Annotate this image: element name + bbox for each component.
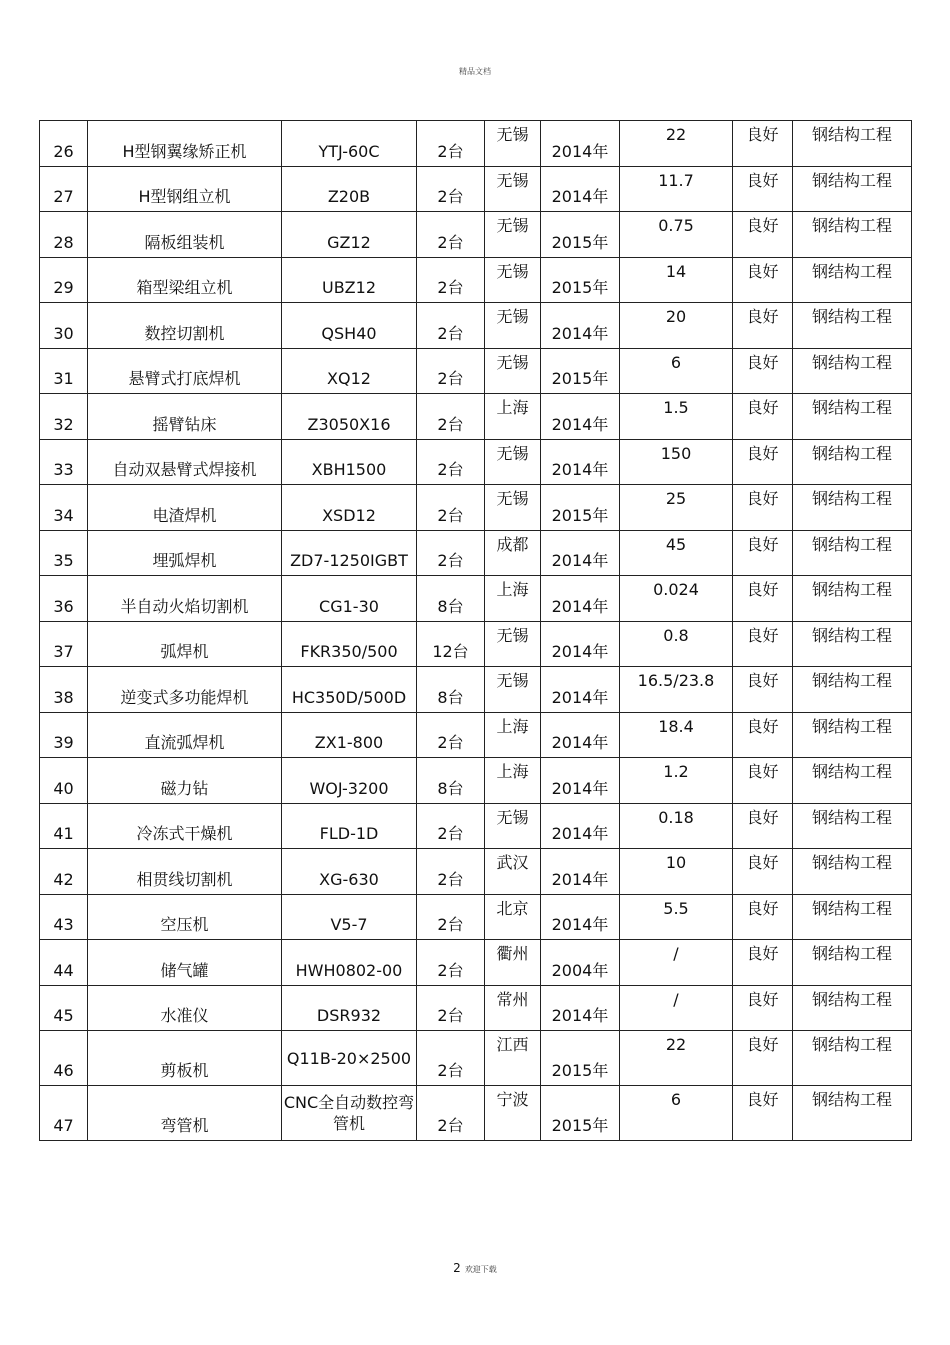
usage-field: 钢结构工程 — [793, 166, 912, 212]
manufacture-year: 2014年 — [541, 712, 620, 758]
manufacture-year: 2014年 — [541, 894, 620, 940]
usage-field: 钢结构工程 — [793, 303, 912, 349]
equipment-quantity: 12台 — [417, 621, 485, 667]
equipment-quantity: 2台 — [417, 1031, 485, 1086]
row-number: 42 — [40, 849, 88, 895]
manufacture-year: 2014年 — [541, 621, 620, 667]
table-row — [40, 940, 912, 986]
usage-field: 钢结构工程 — [793, 1086, 912, 1141]
equipment-name: 电渣焊机 — [88, 485, 282, 531]
page-number: 2 — [453, 1261, 461, 1275]
rated-power: 5.5 — [620, 894, 733, 940]
usage-field: 钢结构工程 — [793, 530, 912, 576]
row-number: 30 — [40, 303, 88, 349]
equipment-model: Z3050X16 — [282, 394, 417, 440]
origin-place: 衢州 — [485, 940, 541, 986]
manufacture-year: 2014年 — [541, 803, 620, 849]
equipment-name: 储气罐 — [88, 940, 282, 986]
equipment-quantity: 2台 — [417, 303, 485, 349]
equipment-model: CG1-30 — [282, 576, 417, 622]
equipment-name: 埋弧焊机 — [88, 530, 282, 576]
condition-status: 良好 — [733, 121, 793, 167]
manufacture-year: 2014年 — [541, 166, 620, 212]
equipment-model: XQ12 — [282, 348, 417, 394]
equipment-model: FKR350/500 — [282, 621, 417, 667]
condition-status: 良好 — [733, 1086, 793, 1141]
equipment-model: UBZ12 — [282, 257, 417, 303]
rated-power: 11.7 — [620, 166, 733, 212]
equipment-quantity: 2台 — [417, 394, 485, 440]
usage-field: 钢结构工程 — [793, 758, 912, 804]
origin-place: 无锡 — [485, 485, 541, 531]
manufacture-year: 2014年 — [541, 576, 620, 622]
rated-power: / — [620, 940, 733, 986]
origin-place: 宁波 — [485, 1086, 541, 1141]
condition-status: 良好 — [733, 758, 793, 804]
origin-place: 无锡 — [485, 621, 541, 667]
equipment-model: FLD-1D — [282, 803, 417, 849]
rated-power: 45 — [620, 530, 733, 576]
rated-power: 18.4 — [620, 712, 733, 758]
equipment-name: 弧焊机 — [88, 621, 282, 667]
equipment-name: 弯管机 — [88, 1086, 282, 1141]
usage-field: 钢结构工程 — [793, 712, 912, 758]
table-row — [40, 166, 912, 212]
row-number: 36 — [40, 576, 88, 622]
rated-power: 25 — [620, 485, 733, 531]
origin-place: 无锡 — [485, 121, 541, 167]
rated-power: / — [620, 985, 733, 1031]
table-row — [40, 985, 912, 1031]
rated-power: 0.18 — [620, 803, 733, 849]
rated-power: 0.75 — [620, 212, 733, 258]
condition-status: 良好 — [733, 576, 793, 622]
manufacture-year: 2014年 — [541, 758, 620, 804]
equipment-quantity: 2台 — [417, 257, 485, 303]
usage-field: 钢结构工程 — [793, 985, 912, 1031]
usage-field: 钢结构工程 — [793, 803, 912, 849]
equipment-model: XG-630 — [282, 849, 417, 895]
row-number: 27 — [40, 166, 88, 212]
equipment-model: ZD7-1250IGBT — [282, 530, 417, 576]
manufacture-year: 2015年 — [541, 485, 620, 531]
origin-place: 上海 — [485, 576, 541, 622]
table-row — [40, 530, 912, 576]
condition-status: 良好 — [733, 849, 793, 895]
origin-place: 无锡 — [485, 803, 541, 849]
manufacture-year: 2014年 — [541, 121, 620, 167]
origin-place: 无锡 — [485, 257, 541, 303]
table-row — [40, 485, 912, 531]
rated-power: 150 — [620, 439, 733, 485]
equipment-quantity: 8台 — [417, 758, 485, 804]
manufacture-year: 2015年 — [541, 212, 620, 258]
manufacture-year: 2015年 — [541, 1031, 620, 1086]
table-row — [40, 1031, 912, 1086]
usage-field: 钢结构工程 — [793, 940, 912, 986]
table-row — [40, 758, 912, 804]
equipment-model: YTJ-60C — [282, 121, 417, 167]
equipment-model: Q11B-20×2500 — [282, 1031, 417, 1086]
equipment-model: XBH1500 — [282, 439, 417, 485]
rated-power: 1.5 — [620, 394, 733, 440]
condition-status: 良好 — [733, 166, 793, 212]
row-number: 44 — [40, 940, 88, 986]
manufacture-year: 2015年 — [541, 348, 620, 394]
condition-status: 良好 — [733, 940, 793, 986]
usage-field: 钢结构工程 — [793, 576, 912, 622]
rated-power: 6 — [620, 348, 733, 394]
origin-place: 无锡 — [485, 439, 541, 485]
rated-power: 0.8 — [620, 621, 733, 667]
equipment-model: HWH0802-00 — [282, 940, 417, 986]
usage-field: 钢结构工程 — [793, 667, 912, 713]
equipment-name: 自动双悬臂式焊接机 — [88, 439, 282, 485]
usage-field: 钢结构工程 — [793, 257, 912, 303]
row-number: 45 — [40, 985, 88, 1031]
condition-status: 良好 — [733, 667, 793, 713]
equipment-model: GZ12 — [282, 212, 417, 258]
equipment-name: H型钢组立机 — [88, 166, 282, 212]
equipment-name: H型钢翼缘矫正机 — [88, 121, 282, 167]
equipment-name: 箱型梁组立机 — [88, 257, 282, 303]
equipment-model: CNC全自动数控弯管机 — [282, 1086, 417, 1141]
origin-place: 上海 — [485, 394, 541, 440]
row-number: 26 — [40, 121, 88, 167]
manufacture-year: 2014年 — [541, 985, 620, 1031]
equipment-quantity: 2台 — [417, 439, 485, 485]
table-row — [40, 394, 912, 440]
condition-status: 良好 — [733, 894, 793, 940]
manufacture-year: 2014年 — [541, 303, 620, 349]
table-row — [40, 803, 912, 849]
equipment-model: Z20B — [282, 166, 417, 212]
rated-power: 1.2 — [620, 758, 733, 804]
condition-status: 良好 — [733, 348, 793, 394]
equipment-name: 摇臂钻床 — [88, 394, 282, 440]
equipment-name: 相贯线切割机 — [88, 849, 282, 895]
equipment-table — [39, 120, 912, 1141]
page-footer — [0, 1261, 950, 1275]
table-row — [40, 894, 912, 940]
equipment-model: XSD12 — [282, 485, 417, 531]
equipment-quantity: 2台 — [417, 121, 485, 167]
equipment-model: DSR932 — [282, 985, 417, 1031]
condition-status: 良好 — [733, 303, 793, 349]
equipment-quantity: 2台 — [417, 985, 485, 1031]
usage-field: 钢结构工程 — [793, 485, 912, 531]
origin-place: 常州 — [485, 985, 541, 1031]
usage-field: 钢结构工程 — [793, 621, 912, 667]
origin-place: 无锡 — [485, 212, 541, 258]
condition-status: 良好 — [733, 530, 793, 576]
origin-place: 无锡 — [485, 303, 541, 349]
row-number: 39 — [40, 712, 88, 758]
table-row — [40, 212, 912, 258]
equipment-name: 水准仪 — [88, 985, 282, 1031]
rated-power: 14 — [620, 257, 733, 303]
table-row — [40, 1086, 912, 1141]
equipment-quantity: 2台 — [417, 940, 485, 986]
equipment-name: 直流弧焊机 — [88, 712, 282, 758]
manufacture-year: 2014年 — [541, 530, 620, 576]
usage-field: 钢结构工程 — [793, 849, 912, 895]
equipment-quantity: 8台 — [417, 667, 485, 713]
equipment-model: HC350D/500D — [282, 667, 417, 713]
table-row — [40, 621, 912, 667]
equipment-quantity: 2台 — [417, 712, 485, 758]
table-row — [40, 667, 912, 713]
rated-power: 0.024 — [620, 576, 733, 622]
origin-place: 无锡 — [485, 348, 541, 394]
origin-place: 成都 — [485, 530, 541, 576]
manufacture-year: 2014年 — [541, 439, 620, 485]
manufacture-year: 2014年 — [541, 849, 620, 895]
table-row — [40, 121, 912, 167]
page-header-mark: 精品文档 — [459, 67, 491, 76]
table-row — [40, 257, 912, 303]
equipment-quantity: 2台 — [417, 348, 485, 394]
table-row — [40, 576, 912, 622]
row-number: 47 — [40, 1086, 88, 1141]
equipment-name: 半自动火焰切割机 — [88, 576, 282, 622]
usage-field: 钢结构工程 — [793, 348, 912, 394]
equipment-quantity: 2台 — [417, 212, 485, 258]
usage-field: 钢结构工程 — [793, 394, 912, 440]
row-number: 41 — [40, 803, 88, 849]
rated-power: 22 — [620, 1031, 733, 1086]
equipment-model: WOJ-3200 — [282, 758, 417, 804]
equipment-name: 空压机 — [88, 894, 282, 940]
row-number: 35 — [40, 530, 88, 576]
manufacture-year: 2004年 — [541, 940, 620, 986]
origin-place: 上海 — [485, 712, 541, 758]
condition-status: 良好 — [733, 712, 793, 758]
row-number: 34 — [40, 485, 88, 531]
table-row — [40, 712, 912, 758]
equipment-table-body — [40, 121, 912, 1141]
row-number: 29 — [40, 257, 88, 303]
condition-status: 良好 — [733, 985, 793, 1031]
row-number: 28 — [40, 212, 88, 258]
equipment-name: 逆变式多功能焊机 — [88, 667, 282, 713]
condition-status: 良好 — [733, 621, 793, 667]
condition-status: 良好 — [733, 394, 793, 440]
usage-field: 钢结构工程 — [793, 894, 912, 940]
row-number: 31 — [40, 348, 88, 394]
condition-status: 良好 — [733, 485, 793, 531]
condition-status: 良好 — [733, 212, 793, 258]
footer-note: 欢迎下载 — [464, 1265, 497, 1274]
table-row — [40, 348, 912, 394]
equipment-quantity: 8台 — [417, 576, 485, 622]
equipment-name: 隔板组装机 — [88, 212, 282, 258]
rated-power: 22 — [620, 121, 733, 167]
equipment-quantity: 2台 — [417, 849, 485, 895]
manufacture-year: 2015年 — [541, 1086, 620, 1141]
origin-place: 武汉 — [485, 849, 541, 895]
row-number: 32 — [40, 394, 88, 440]
rated-power: 10 — [620, 849, 733, 895]
origin-place: 无锡 — [485, 166, 541, 212]
equipment-name: 磁力钻 — [88, 758, 282, 804]
usage-field: 钢结构工程 — [793, 212, 912, 258]
usage-field: 钢结构工程 — [793, 1031, 912, 1086]
equipment-quantity: 2台 — [417, 530, 485, 576]
equipment-quantity: 2台 — [417, 894, 485, 940]
equipment-model: V5-7 — [282, 894, 417, 940]
usage-field: 钢结构工程 — [793, 121, 912, 167]
rated-power: 20 — [620, 303, 733, 349]
condition-status: 良好 — [733, 257, 793, 303]
origin-place: 北京 — [485, 894, 541, 940]
origin-place: 江西 — [485, 1031, 541, 1086]
equipment-name: 冷冻式干燥机 — [88, 803, 282, 849]
equipment-name: 数控切割机 — [88, 303, 282, 349]
row-number: 33 — [40, 439, 88, 485]
row-number: 38 — [40, 667, 88, 713]
row-number: 40 — [40, 758, 88, 804]
table-row — [40, 303, 912, 349]
equipment-model: QSH40 — [282, 303, 417, 349]
origin-place: 无锡 — [485, 667, 541, 713]
equipment-model: ZX1-800 — [282, 712, 417, 758]
equipment-quantity: 2台 — [417, 166, 485, 212]
manufacture-year: 2014年 — [541, 667, 620, 713]
table-row — [40, 439, 912, 485]
equipment-quantity: 2台 — [417, 1086, 485, 1141]
row-number: 43 — [40, 894, 88, 940]
condition-status: 良好 — [733, 439, 793, 485]
equipment-quantity: 2台 — [417, 485, 485, 531]
origin-place: 上海 — [485, 758, 541, 804]
table-row — [40, 849, 912, 895]
equipment-name: 剪板机 — [88, 1031, 282, 1086]
rated-power: 16.5/23.8 — [620, 667, 733, 713]
manufacture-year: 2014年 — [541, 394, 620, 440]
equipment-name: 悬臂式打底焊机 — [88, 348, 282, 394]
manufacture-year: 2015年 — [541, 257, 620, 303]
row-number: 46 — [40, 1031, 88, 1086]
equipment-quantity: 2台 — [417, 803, 485, 849]
rated-power: 6 — [620, 1086, 733, 1141]
condition-status: 良好 — [733, 1031, 793, 1086]
usage-field: 钢结构工程 — [793, 439, 912, 485]
condition-status: 良好 — [733, 803, 793, 849]
row-number: 37 — [40, 621, 88, 667]
